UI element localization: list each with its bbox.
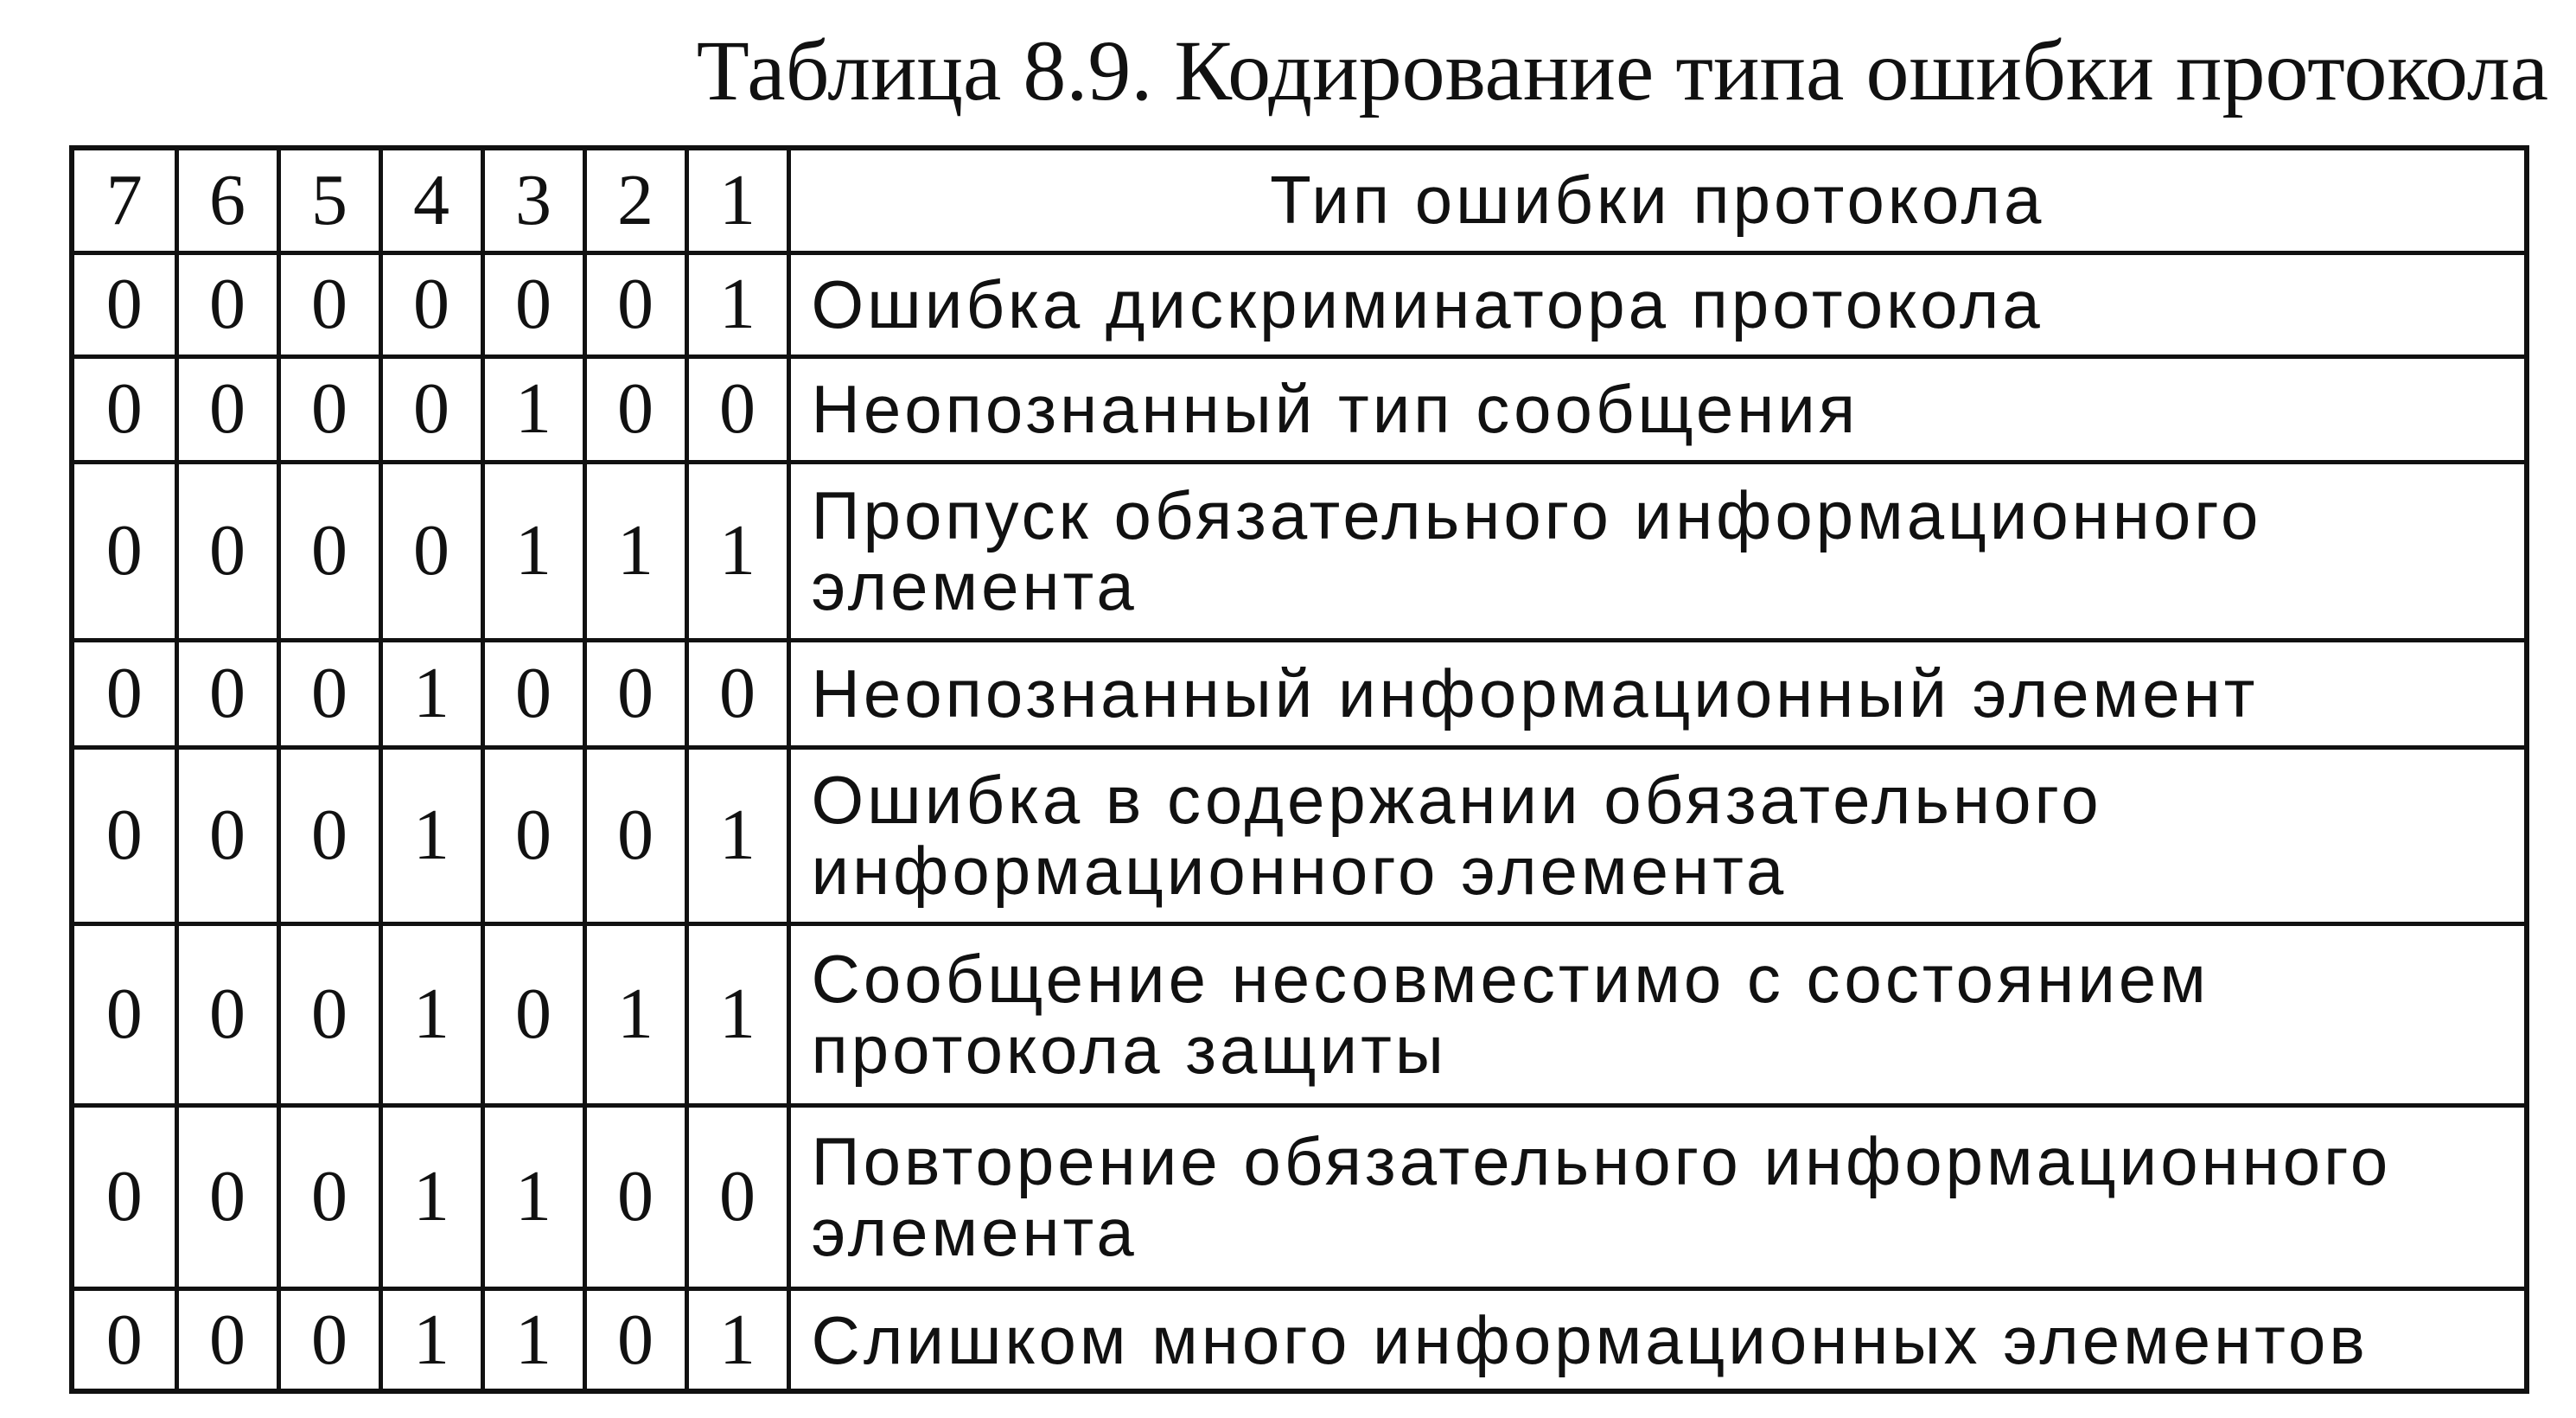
table-row — [74, 356, 2524, 462]
bit-cell: 0 — [278, 1288, 380, 1390]
bit-cell: 0 — [74, 356, 176, 462]
table-row — [74, 252, 2524, 356]
table-row — [74, 923, 2524, 1105]
table-row — [74, 1105, 2524, 1288]
bit-cell: 0 — [176, 923, 278, 1105]
table-row — [74, 747, 2524, 923]
bit-cell: 0 — [176, 1105, 278, 1288]
header-bit-4: 4 — [380, 150, 482, 252]
error-description: Неопознанный тип сообщения — [788, 356, 2524, 462]
bit-cell: 0 — [278, 640, 380, 747]
error-description: Неопознанный информационный элемент — [788, 640, 2524, 747]
bit-cell: 1 — [686, 923, 788, 1105]
bit-cell: 0 — [584, 1105, 686, 1288]
error-description: Слишком много информационных элементов — [788, 1288, 2524, 1390]
error-description: Ошибка дискриминатора протокола — [788, 252, 2524, 356]
table-grid — [74, 150, 2524, 1390]
bit-cell: 0 — [176, 252, 278, 356]
bit-cell: 1 — [380, 747, 482, 923]
bit-cell: 0 — [482, 747, 584, 923]
bit-cell: 0 — [584, 252, 686, 356]
bit-cell: 0 — [74, 1105, 176, 1288]
bit-cell: 0 — [482, 252, 584, 356]
bit-cell: 1 — [380, 640, 482, 747]
bit-cell: 0 — [74, 923, 176, 1105]
bit-cell: 0 — [74, 640, 176, 747]
header-bit-6: 6 — [176, 150, 278, 252]
bit-cell: 1 — [686, 747, 788, 923]
table-header-row — [74, 150, 2524, 252]
header-bit-7: 7 — [74, 150, 176, 252]
header-bit-5: 5 — [278, 150, 380, 252]
bit-cell: 0 — [74, 462, 176, 640]
bit-cell: 1 — [482, 356, 584, 462]
bit-cell: 0 — [380, 252, 482, 356]
bit-cell: 1 — [380, 1288, 482, 1390]
bit-cell: 1 — [482, 462, 584, 640]
table-caption: Таблица 8.9. Кодирование типа ошибки протокола — [696, 22, 2548, 118]
bit-cell: 1 — [380, 1105, 482, 1288]
bit-cell: 0 — [686, 356, 788, 462]
bit-cell: 0 — [686, 640, 788, 747]
header-bit-1: 1 — [686, 150, 788, 252]
bit-cell: 0 — [74, 252, 176, 356]
header-bit-2: 2 — [584, 150, 686, 252]
bit-cell: 0 — [482, 923, 584, 1105]
bit-cell: 0 — [176, 1288, 278, 1390]
bit-cell: 0 — [584, 1288, 686, 1390]
bit-cell: 1 — [584, 462, 686, 640]
error-description: Пропуск обязательного информационного элемента — [788, 462, 2524, 640]
bit-cell: 0 — [584, 640, 686, 747]
bit-cell: 0 — [278, 747, 380, 923]
bit-cell: 0 — [278, 462, 380, 640]
header-error-type: Тип ошибки протокола — [788, 150, 2524, 252]
bit-cell: 1 — [686, 1288, 788, 1390]
header-bit-3: 3 — [482, 150, 584, 252]
bit-cell: 0 — [380, 356, 482, 462]
bit-cell: 0 — [176, 747, 278, 923]
bit-cell: 1 — [482, 1288, 584, 1390]
bit-cell: 0 — [176, 640, 278, 747]
bit-cell: 0 — [686, 1105, 788, 1288]
bit-cell: 1 — [380, 923, 482, 1105]
bit-cell: 0 — [482, 640, 584, 747]
bit-cell: 1 — [584, 923, 686, 1105]
protocol-error-table — [69, 145, 2529, 1394]
bit-cell: 0 — [278, 923, 380, 1105]
error-description: Повторение обязательного информационного элемента — [788, 1105, 2524, 1288]
error-description: Сообщение несовместимо с состоянием протокола защиты — [788, 923, 2524, 1105]
bit-cell: 0 — [584, 747, 686, 923]
table-row — [74, 462, 2524, 640]
bit-cell: 0 — [278, 252, 380, 356]
bit-cell: 0 — [380, 462, 482, 640]
bit-cell: 0 — [278, 1105, 380, 1288]
bit-cell: 0 — [278, 356, 380, 462]
bit-cell: 0 — [176, 462, 278, 640]
bit-cell: 1 — [482, 1105, 584, 1288]
error-description: Ошибка в содержании обязательного информационного элемента — [788, 747, 2524, 923]
table-row — [74, 1288, 2524, 1390]
bit-cell: 0 — [74, 747, 176, 923]
table-row — [74, 640, 2524, 747]
bit-cell: 0 — [176, 356, 278, 462]
bit-cell: 0 — [74, 1288, 176, 1390]
bit-cell: 1 — [686, 462, 788, 640]
bit-cell: 0 — [584, 356, 686, 462]
bit-cell: 1 — [686, 252, 788, 356]
